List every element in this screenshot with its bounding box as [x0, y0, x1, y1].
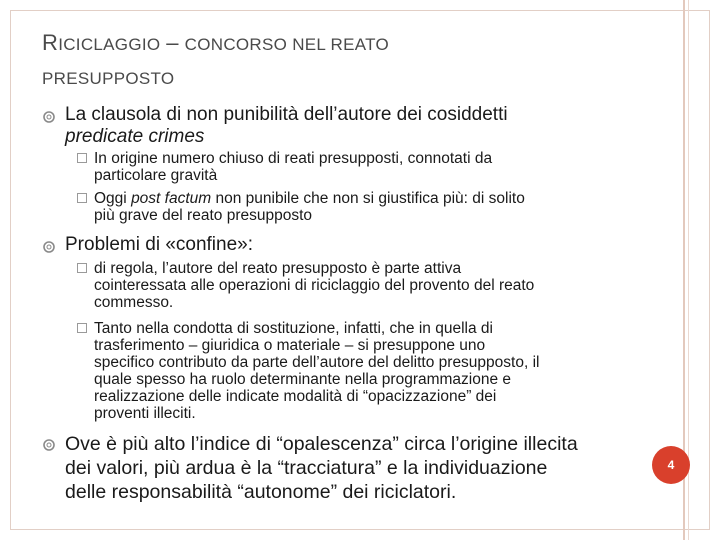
page-number-badge: 4 — [652, 446, 690, 484]
bullet-2-sub-1: di regola, l’autore del reato presupposto è parte attiva cointeressata alle operazioni di riciclaggio del provento del reato commesso. — [94, 260, 535, 311]
ring-bullet-icon — [42, 438, 56, 452]
bullet-1-sub-2: Oggi post factum non punibile che non si giustifica più: di solito più grave del reato presupposto — [94, 190, 525, 224]
ring-bullet-icon — [42, 240, 56, 254]
checkbox-bullet-icon — [77, 323, 87, 333]
checkbox-bullet-icon — [77, 193, 87, 203]
bullet-3-text: Ove è più alto l’indice di “opalescenza” circa l’origine illecita dei valori, più ardua è la “tracciatura” e la individuazione delle responsabilità “autonome” dei riciclatori. — [65, 433, 578, 503]
bullet-2-text: Problemi di «confine»: — [65, 234, 253, 255]
checkbox-bullet-icon — [77, 153, 87, 163]
bullet-2-sub-2: Tanto nella condotta di sostituzione, infatti, che in quella di trasferimento – giuridica o materiale – si presuppone uno specifico contributo da parte dell’autore del delitto presupposto, il quale spesso ha ruolo determinante nella programmazione e realizzazione delle indicate modalità di “opacizzazione” dei proventi illeciti. — [94, 320, 540, 422]
ring-bullet-icon — [42, 110, 56, 124]
bullet-1-sub-1: In origine numero chiuso di reati presupposti, connotati da particolare gravità — [94, 150, 493, 184]
checkbox-bullet-icon — [77, 263, 87, 273]
bullet-1-text: La clausola di non punibilità dell’autore dei cosiddetti predicate crimes — [65, 104, 508, 147]
